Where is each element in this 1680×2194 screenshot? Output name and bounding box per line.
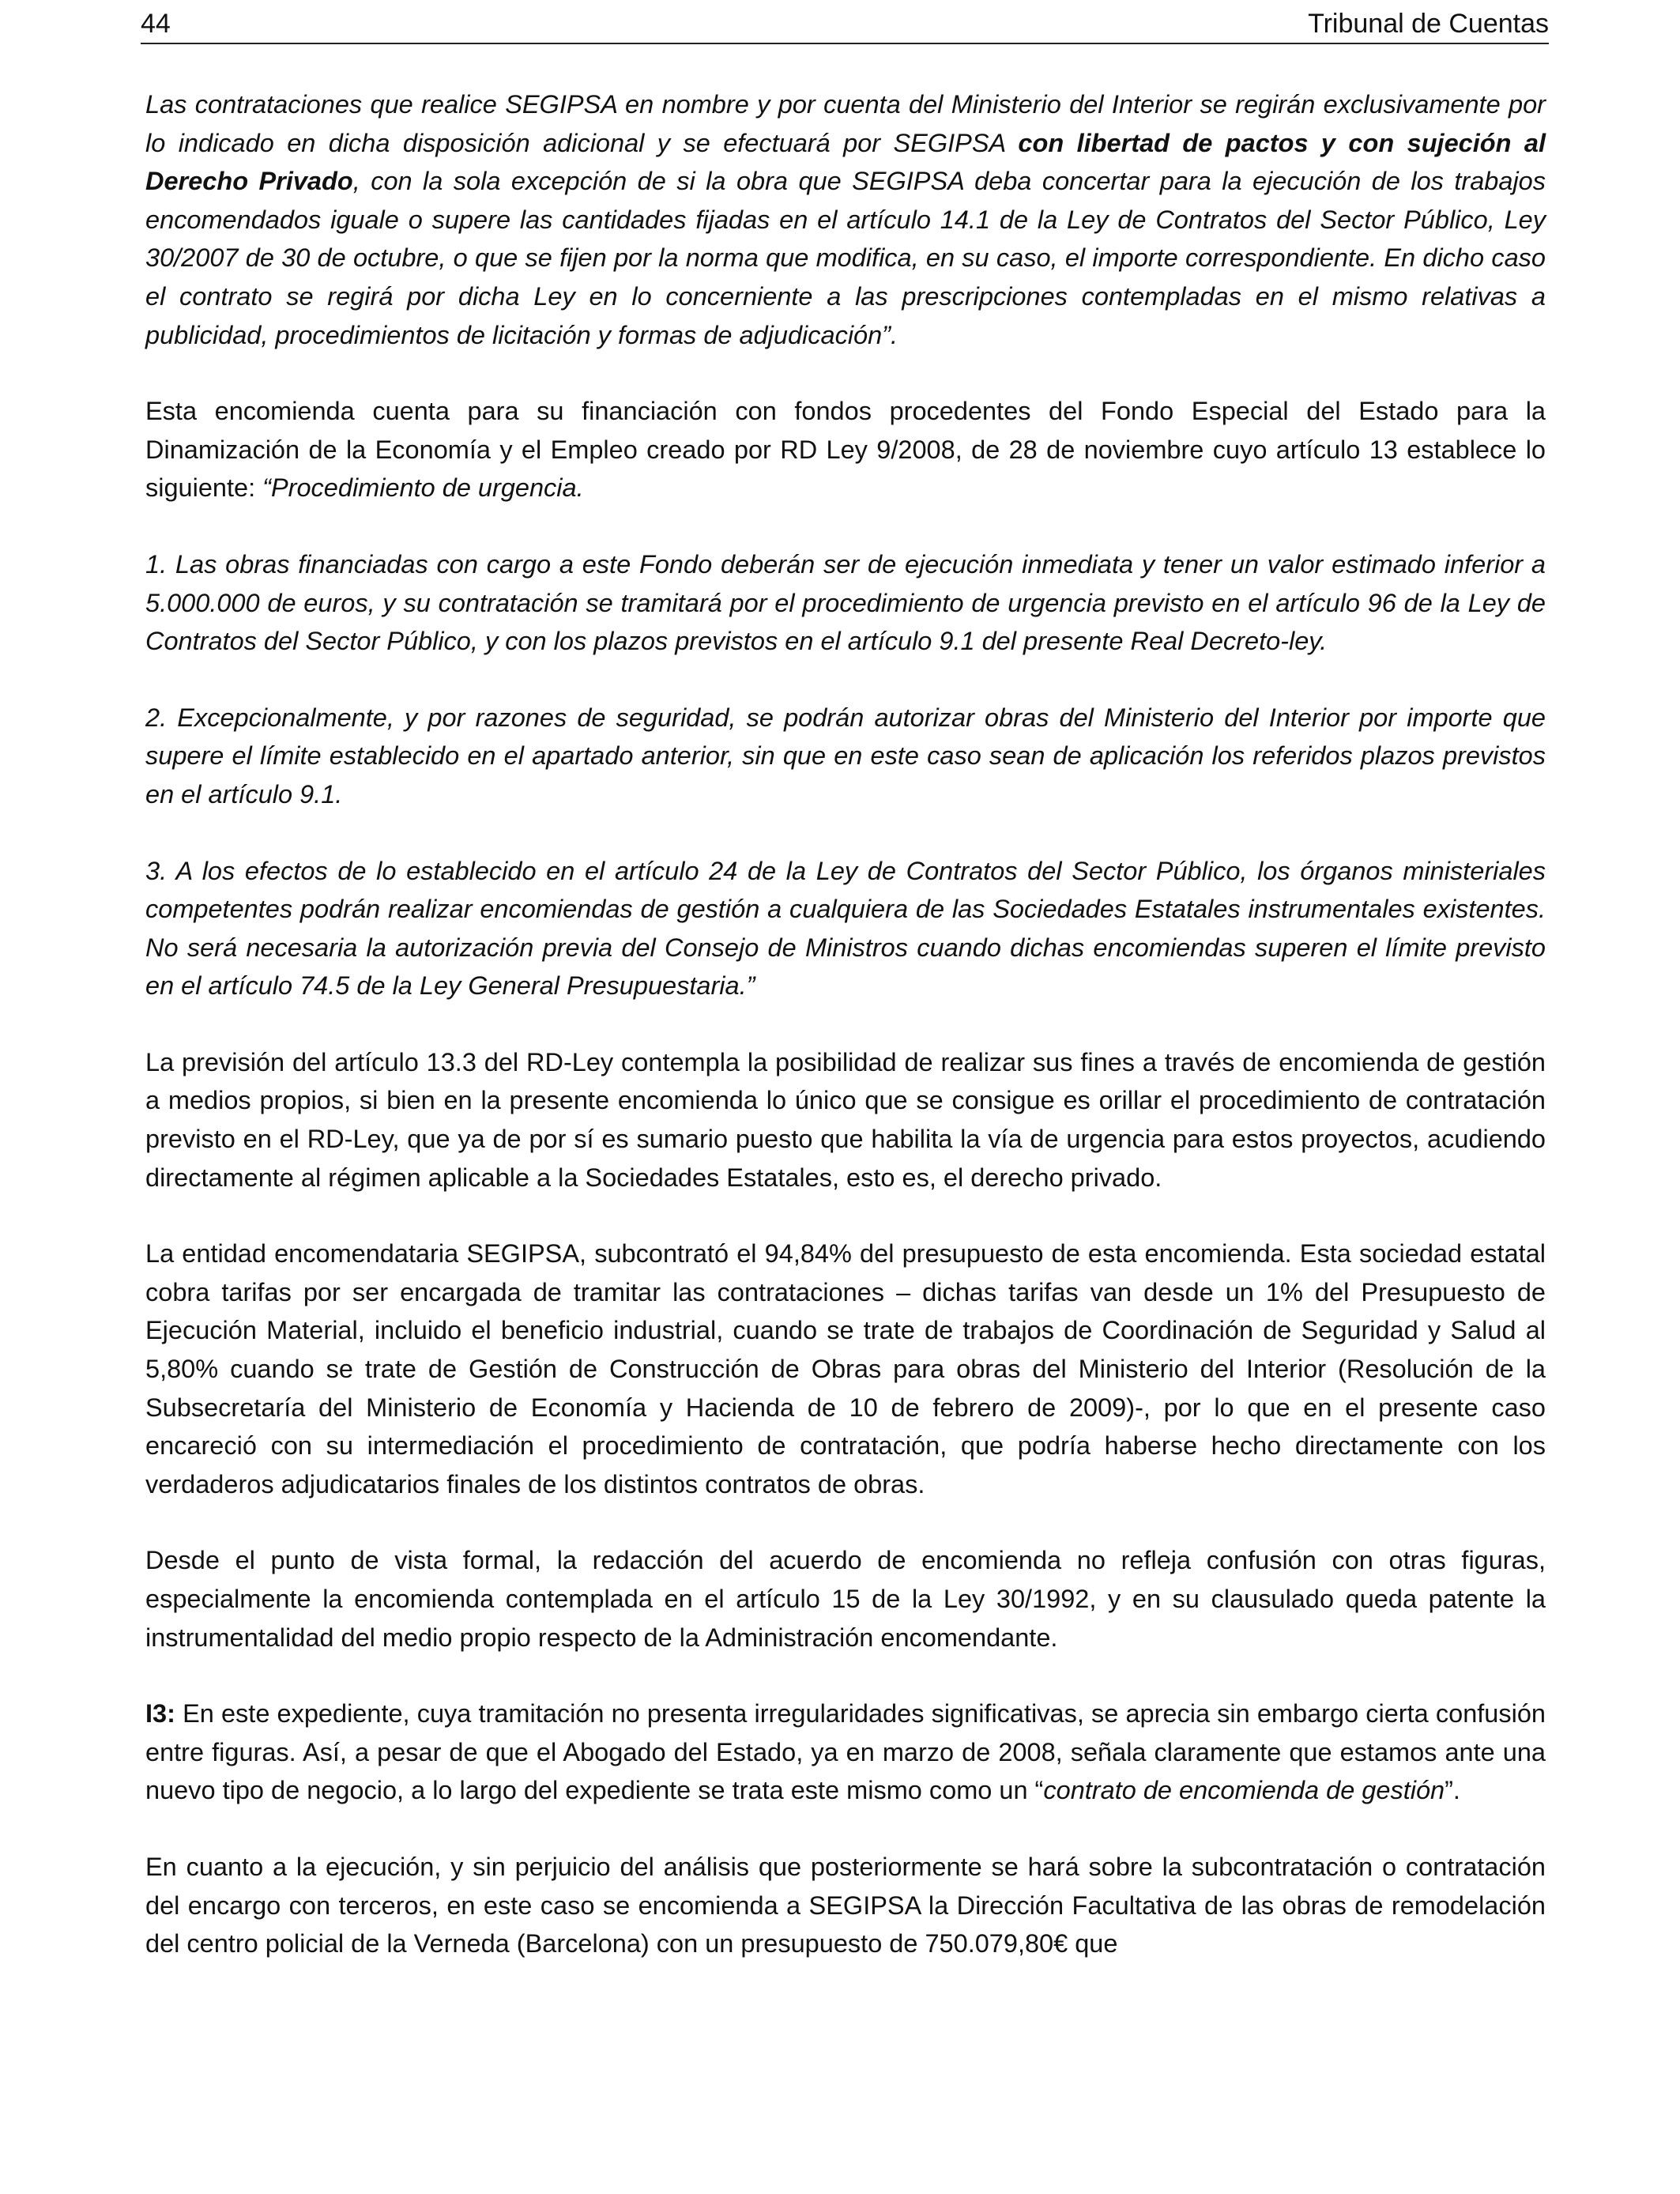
- paragraph-1: [145, 85, 1546, 354]
- paragraph-10: [145, 1848, 1546, 1963]
- paragraph-7: [145, 1235, 1546, 1503]
- header-institution: Tribunal de Cuentas: [1308, 9, 1549, 39]
- text-segment: La previsión del artículo 13.3 del RD-Ley contempla la posibilidad de realizar sus fines a través de encomienda de gestión a medios propios, si bien en la presente encomienda lo único que se consigue es orillar el procedimiento de contratación previsto en el RD-Ley, que ya de por sí es sumario puesto que habilita la vía de urgencia para estos proyectos, acudiendo directamente al régimen aplicable a la Sociedades Estatales, esto es, el derecho privado.: [145, 1047, 1546, 1192]
- text-segment: Desde el punto de vista formal, la redacción del acuerdo de encomienda no refleja confusión con otras figuras, especialmente la encomienda contemplada en el artículo 15 de la Ley 30/1992, y en su clausulado queda patente la instrumentalidad del medio propio respecto de la Administración encomendante.: [145, 1546, 1546, 1652]
- text-segment: Las contrataciones que realice SEGIPSA en nombre y por cuenta del Ministerio del Interior se regirán exclusivamente por lo indicado en dicha disposición adicional y se efectuará por SEGIPSA: [145, 90, 1546, 157]
- paragraph-2: [145, 392, 1546, 507]
- text-segment-emphasis: con libertad de pactos y con sujeción al Derecho Privado: [145, 128, 1546, 196]
- paragraph-6: [145, 1043, 1546, 1197]
- document-body: [145, 85, 1546, 1963]
- text-segment: En este expediente, cuya tramitación no presenta irregularidades significativas, se aprecia sin embargo cierta confusión entre figuras. Así, a pesar de que el Abogado del Estado, ya en marzo de 2008, señala claramente que estamos ante una nuevo tipo de negocio, a lo largo del expediente se trata este mismo como un “: [145, 1699, 1546, 1805]
- text-segment: , con la sola excepción de si la obra que SEGIPSA deba concertar para la ejecución de los trabajos encomendados iguale o supere las cantidades fijadas en el artículo 14.1 de la Ley de Contratos del Sector Público, Ley 30/2007 de 30 de octubre, o que se fijen por la norma que modifica, en su caso, el importe correspondiente. En dicho caso el contrato se regirá por dicha Ley en lo concerniente a las prescripciones contempladas en el mismo relativas a publicidad, procedimientos de licitación y formas de adjudicación”.: [145, 167, 1546, 349]
- text-segment: 2. Excepcionalmente, y por razones de seguridad, se podrán autorizar obras del Ministerio del Interior por importe que supere el límite establecido en el apartado anterior, sin que en este caso sean de aplicación los referidos plazos previstos en el artículo 9.1.: [145, 703, 1546, 809]
- text-segment: ”.: [1445, 1776, 1460, 1805]
- section-label: I3:: [145, 1699, 175, 1728]
- text-segment: Esta encomienda cuenta para su financiación con fondos procedentes del Fondo Especial del Estado para la Dinamización de la Economía y el Empleo creado por RD Ley 9/2008, de 28 de noviembre cuyo artículo 13 establece lo siguiente:: [145, 397, 1546, 503]
- text-segment-quote: “Procedimiento de urgencia.: [262, 473, 584, 503]
- page-number: 44: [141, 9, 171, 39]
- page-header: [141, 0, 1549, 44]
- paragraph-9: [145, 1695, 1546, 1810]
- paragraph-4: [145, 699, 1546, 814]
- text-segment: En cuanto a la ejecución, y sin perjuicio del análisis que posteriormente se hará sobre la subcontratación o contratación del encargo con terceros, en este caso se encomienda a SEGIPSA la Dirección Facultativa de las obras de remodelación del centro policial de la Verneda (Barcelona) con un presupuesto de 750.079,80€ que: [145, 1852, 1546, 1958]
- text-segment-italic: contrato de encomienda de gestión: [1043, 1776, 1445, 1805]
- text-segment: 3. A los efectos de lo establecido en el artículo 24 de la Ley de Contratos del Sector Público, los órganos ministeriales competentes podrán realizar encomiendas de gestión a cualquiera de las Sociedades Estatales instrumentales existentes. No será necesaria la autorización previa del Consejo de Ministros cuando dichas encomiendas superen el límite previsto en el artículo 74.5 de la Ley General Presupuestaria.”: [145, 856, 1546, 1001]
- paragraph-3: [145, 545, 1546, 661]
- text-segment: La entidad encomendataria SEGIPSA, subcontrató el 94,84% del presupuesto de esta encomienda. Esta sociedad estatal cobra tarifas por ser encargada de tramitar las contrataciones – dichas tarifas van desde un 1% del Presupuesto de Ejecución Material, incluido el beneficio industrial, cuando se trate de trabajos de Coordinación de Seguridad y Salud al 5,80% cuando se trate de Gestión de Construcción de Obras para obras del Ministerio del Interior (Resolución de la Subsecretaría del Ministerio de Economía y Hacienda de 10 de febrero de 2009)-, por lo que en el presente caso encareció con su intermediación el procedimiento de contratación, que podría haberse hecho directamente con los verdaderos adjudicatarios finales de los distintos contratos de obras.: [145, 1239, 1546, 1498]
- paragraph-5: [145, 852, 1546, 1005]
- paragraph-8: [145, 1541, 1546, 1657]
- text-segment: 1. Las obras financiadas con cargo a este Fondo deberán ser de ejecución inmediata y tener un valor estimado inferior a 5.000.000 de euros, y su contratación se tramitará por el procedimiento de urgencia previsto en el artículo 96 de la Ley de Contratos del Sector Público, y con los plazos previstos en el artículo 9.1 del presente Real Decreto-ley.: [145, 549, 1546, 656]
